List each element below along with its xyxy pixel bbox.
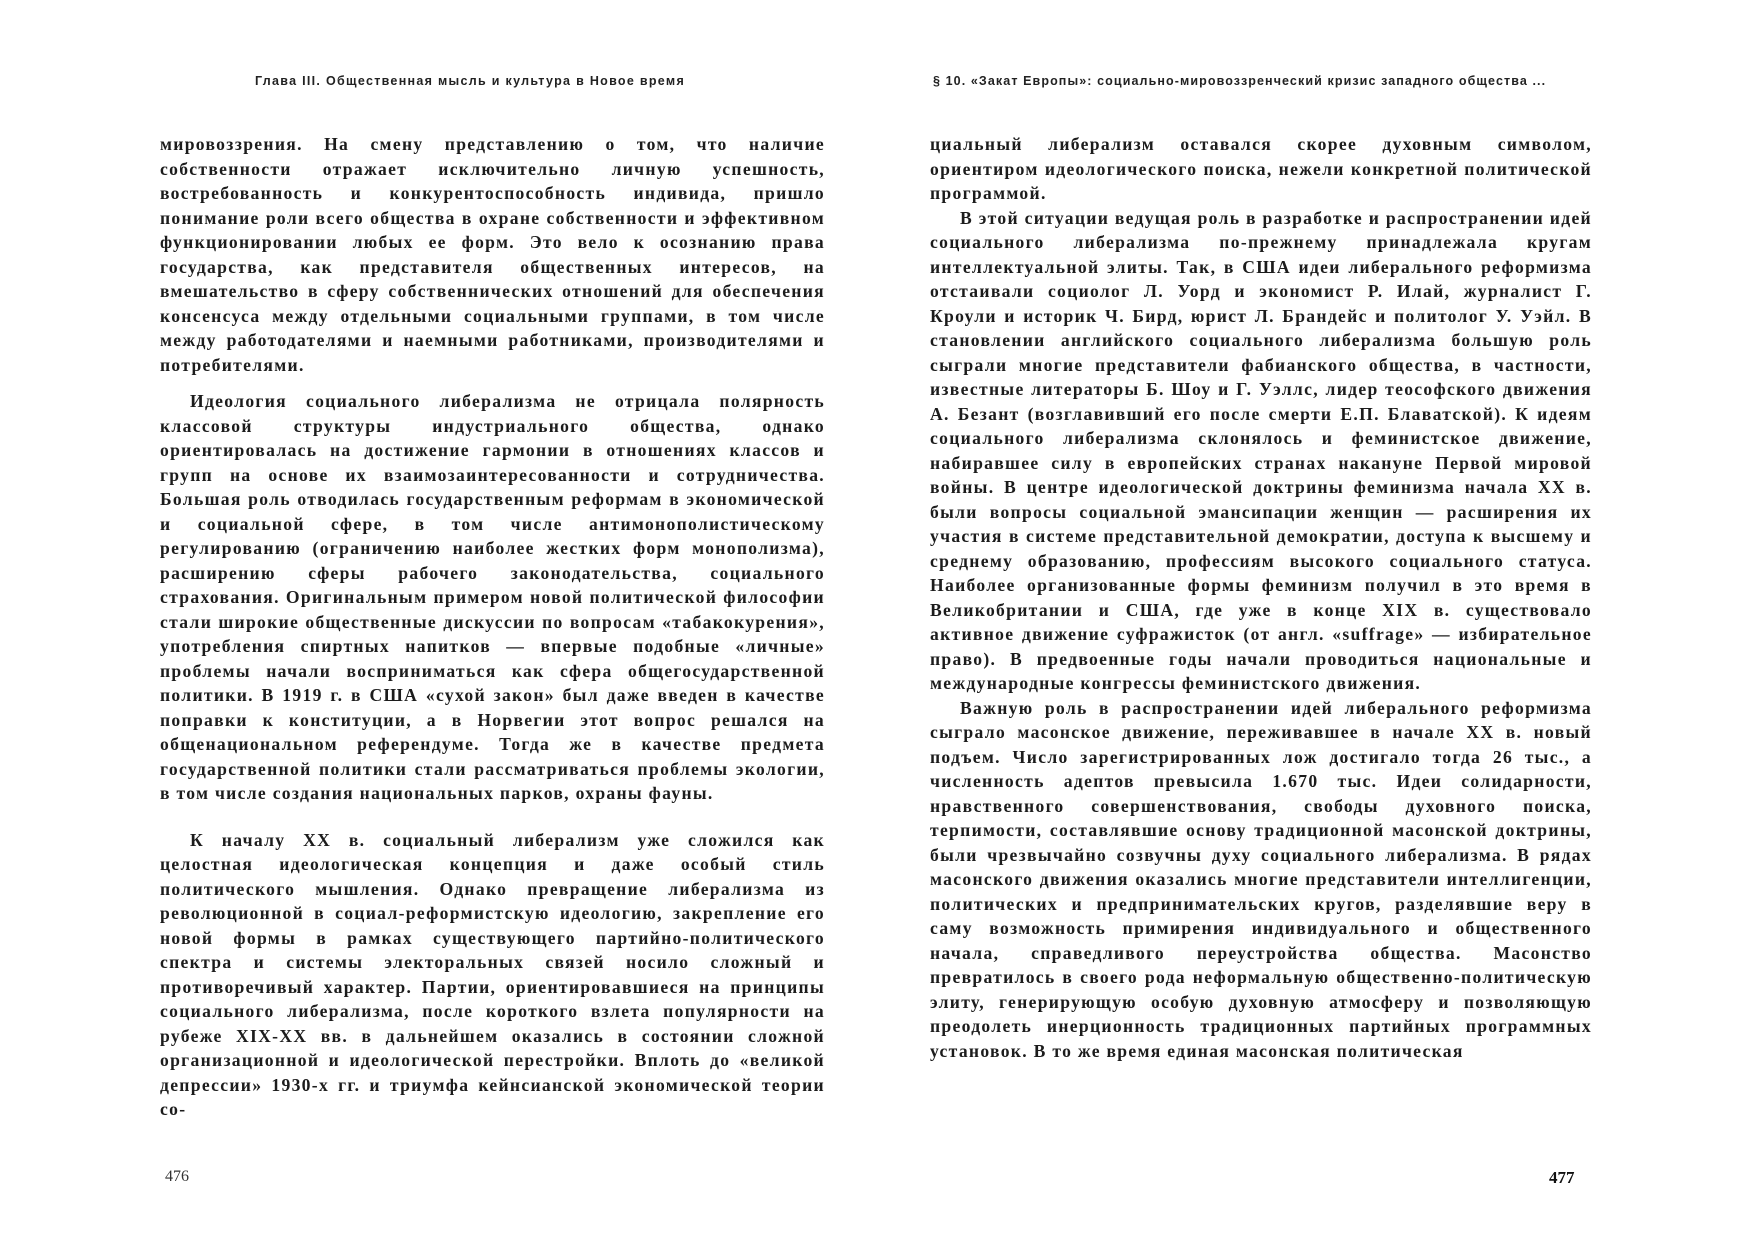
paragraph: мировоззрения. На смену представлению о том, что наличие собственности отражает исключительно личную успешность, востребованность и конкурентоспособность индивида, пришло понимание роли всего общества в охране собственности и эффективном функционировании любых ее форм. Это вело к осознанию права государства, как представителя общественных интересов, на вмешательство в сферу собственнических отношений для обеспечения консенсуса между отдельными социальными группами, в том числе между работодателями и наемными работниками, производителями и потребителями. <box>160 134 825 375</box>
right-page-body <box>930 132 1592 1063</box>
running-head-left: Глава III. Общественная мысль и культура в Новое время <box>255 74 686 88</box>
paragraph: В этой ситуации ведущая роль в разработке и распространении идей социального либерализма по-прежнему принадлежала кругам интеллектуальной элиты. Так, в США идеи либерального реформизма отстаивали социолог Л. Уорд и экономист Р. Илай, журналист Г. Кроули и историк Ч. Бирд, юрист Л. Брандейс и политолог У. Уэйл. В становлении английского социального либерализма большую роль сыграли многие представители фабианского общества, в частности, известные литераторы Б. Шоу и Г. Уэллс, лидер теософского движения А. Безант (возглавивший его после смерти Е.П. Блаватской). К идеям социального либерализма склонялось и феминистское движение, набиравшее силу в европейских странах накануне Первой мировой войны. В центре идеологической доктрины феминизма начала XX в. были вопросы социальной эмансипации женщин — расширения их участия в системе представительной демократии, доступа к высшему и среднему образованию, профессиям высокого социального статуса. Наиболее организованные формы феминизм получил в это время в Великобритании и США, где уже в конце XIX в. существовало активное движение суфражисток (от англ. «suffrage» — избирательное право). В предвоенные годы начали проводиться национальные и международные конгрессы феминистского движения. <box>930 207 1592 693</box>
right-page <box>877 0 1754 1239</box>
page-number-left: 476 <box>165 1168 189 1185</box>
paragraph: Важную роль в распространении идей либерального реформизма сыграло масонское движение, переживавшее в начале XX в. новый подъем. Число зарегистрированных лож достигало тогда 26 тыс., а численность адептов превысила 1.670 тыс. Идеи солидарности, нравственного совершенствования, свободы духовного поиска, терпимости, составлявшие основу традиционной масонской доктрины, были чрезвычайно созвучны духу социального либерализма. В рядах масонского движения оказались многие представители интеллигенции, политических и предпринимательских кругов, разделявшие веру в саму возможность примирения индивидуального и общественного начала, справедливого переустройства общества. Масонство превратилось в своего рода неформальную общественно-политическую элиту, генерирующую особую духовную атмосферу и позволяющую преодолеть инерционность традиционных партийных программных установок. В то же время единая масонская политическая <box>930 697 1592 1061</box>
paragraph: циальный либерализм оставался скорее духовным символом, ориентиром идеологического поиска, нежели конкретной политической программой. <box>930 134 1592 203</box>
page-number-right: 477 <box>1549 1168 1575 1187</box>
left-page-body <box>160 132 825 1122</box>
paragraph: К началу XX в. социальный либерализм уже сложился как целостная идеологическая концепция и даже особый стиль политического мышления. Однако превращение либерализма из революционной в социал-реформистскую идеологию, закрепление его новой формы в рамках существующего партийно-политического спектра и системы электоральных связей носило сложный и противоречивый характер. Партии, ориентировавшиеся на принципы социального либерализма, после короткого взлета популярности на рубеже XIX-XX вв. в дальнейшем оказались в состоянии сложной организационной и идеологической перестройки. Вплоть до «великой депрессии» 1930-х гг. и триумфа кейнсианской экономической теории со- <box>160 829 825 1119</box>
paragraph: Идеология социального либерализма не отрицала полярность классовой структуры индустриального общества, однако ориентировалась на достижение гармонии в отношениях классов и групп на основе их взаимозаинтересованности и сотрудничества. Большая роль отводилась государственным реформам в экономической и социальной сфере, в том числе антимонополистическому регулированию (ограничению наиболее жестких форм монополизма), расширению сферы рабочего законодательства, социального страхования. Оригинальным примером новой политической философии стали широкие общественные дискуссии по вопросам «табакокурения», употребления спиртных напитков — впервые подобные «личные» проблемы начали восприниматься как сфера общегосударственной политики. В 1919 г. в США «сухой закон» был даже введен в качестве поправки к конституции, а в Норвегии этот вопрос решался на общенациональном референдуме. Тогда же в качестве предмета государственной политики стали рассматриваться проблемы экологии, в том числе создания национальных парков, охраны фауны. <box>160 391 825 803</box>
running-head-right: § 10. «Закат Европы»: социально-мировоззренческий кризис западного общества ... <box>933 74 1547 88</box>
